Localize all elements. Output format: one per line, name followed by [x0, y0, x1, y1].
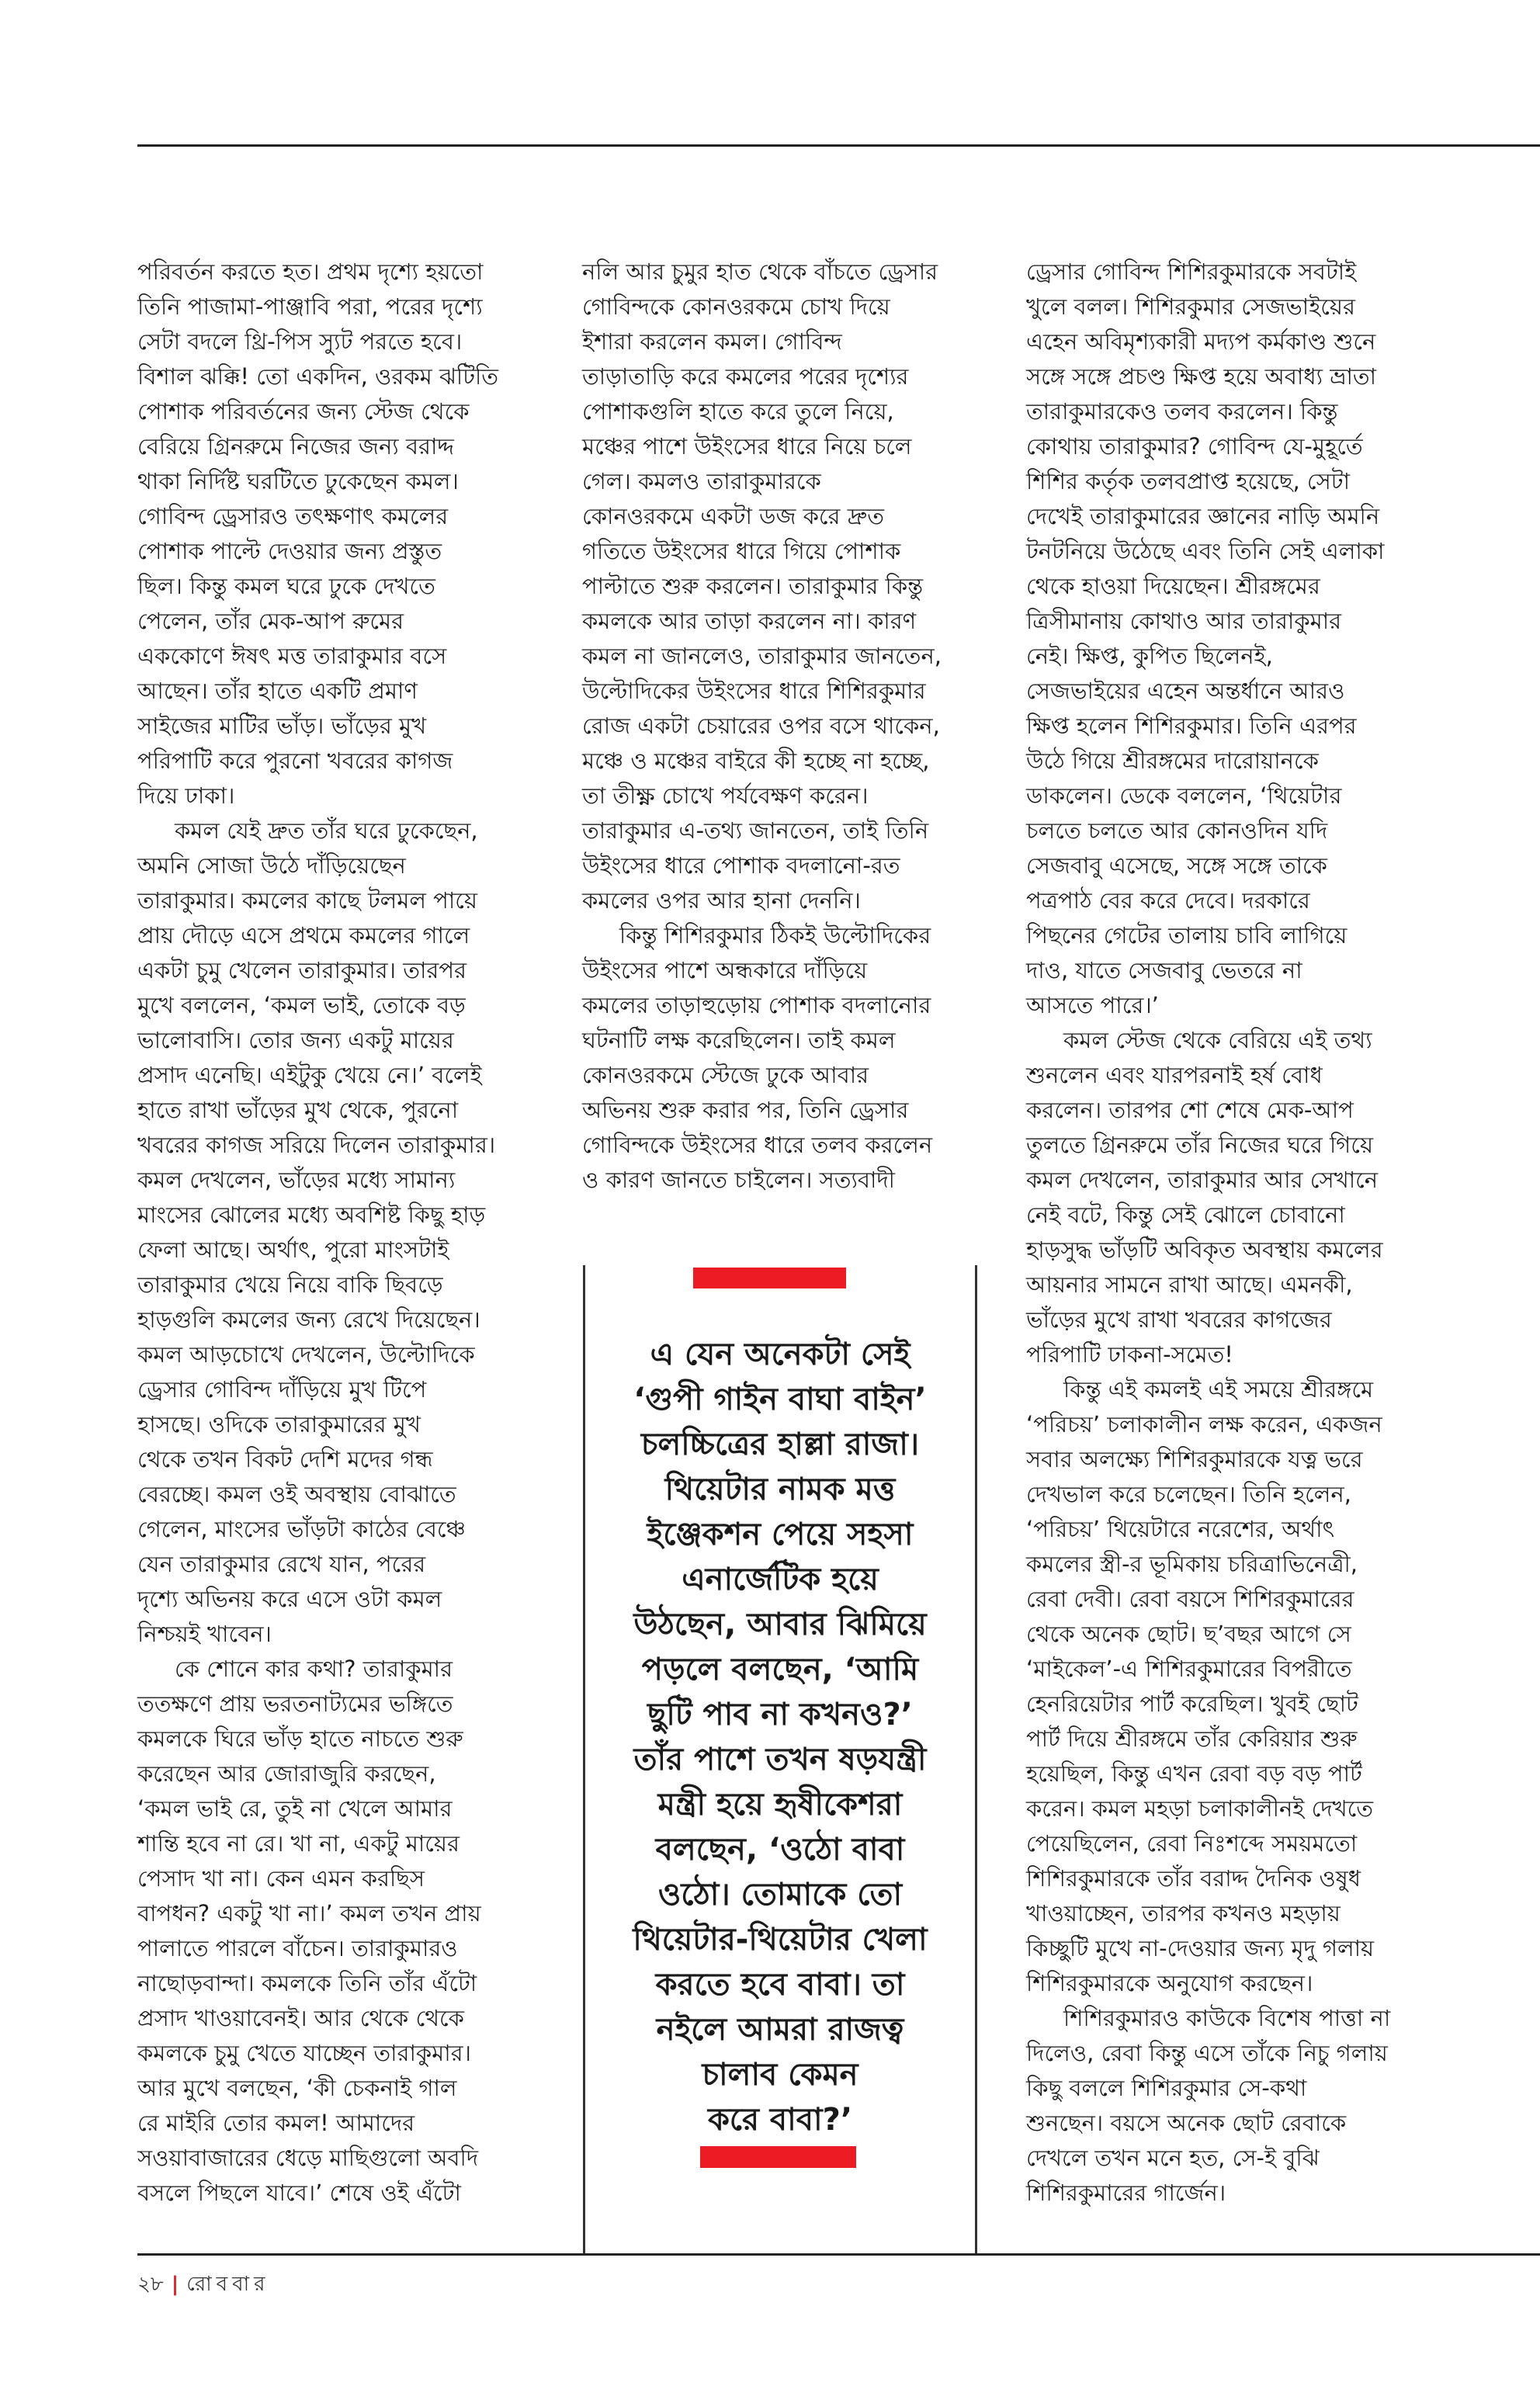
text-line: কমলকে ঘিরে ভাঁড় হাতে নাচতে শুরু	[137, 1725, 463, 1752]
text-line: দাও, যাতে সেজবাবু ভেতরে না	[1026, 957, 1302, 983]
text-line: পত্রপাঠ বের করে দেবে। দরকারে	[1026, 887, 1310, 914]
text-line: কমলের তাড়াহুড়োয় পোশাক বদলানোর	[582, 992, 931, 1018]
text-line: কে শোনে কার কথা? তারাকুমার	[175, 1656, 453, 1682]
text-line: পোশাক পাল্টে দেওয়ার জন্য প্রস্তুত	[137, 538, 442, 564]
text-line: অভিনয় শুরু করার পর, তিনি ড্রেসার	[582, 1097, 909, 1123]
pull-quote-line: পড়লে বলছেন, ‘আমি	[641, 1652, 919, 1687]
text-line: শুনলেন এবং যারপরনাই হর্ষ বোধ	[1026, 1062, 1323, 1088]
text-line: কিছু বললে শিশিরকুমার সে-কথা	[1026, 2075, 1307, 2101]
text-line: তারাকুমারকেও তলব করলেন। কিন্তু	[1026, 398, 1338, 425]
text-line: কমলকে চুমু খেতে যাচ্ছেন তারাকুমার।	[137, 2040, 471, 2066]
pull-quote-line: চলচ্চিত্রের হাল্লা রাজা।	[640, 1427, 920, 1462]
text-line: উল্টোদিকের উইংসের ধারে শিশিরকুমার	[582, 678, 926, 704]
text-line: বাপধন? একটু খা না।’ কমল তখন প্রায়	[137, 1900, 481, 1927]
text-line: মাংসের ঝোলের মধ্যে অবশিষ্ট কিছু হাড়	[137, 1202, 486, 1228]
text-line: সঙ্গে সঙ্গে প্রচণ্ড ক্ষিপ্ত হয়ে অবাধ্য ভ্রাতা	[1026, 363, 1377, 390]
text-line: ইশারা করলেন কমল। গোবিন্দ	[582, 328, 842, 355]
text-line: পরিবর্তন করতে হত। প্রথম দৃশ্যে হয়তো	[137, 258, 484, 285]
text-line: আর মুখে বলছেন, ‘কী চেকনাই গাল	[137, 2075, 457, 2101]
text-line: দিলেও, রেবা কিন্তু এসে তাঁকে নিচু গলায়	[1026, 2040, 1388, 2066]
text-line: কমল না জানলেও, তারাকুমার জানতেন,	[582, 643, 942, 669]
text-line: নেই বটে, কিন্তু সেই ঝোলে চোবানো	[1026, 1202, 1345, 1228]
text-line: উইংসের পাশে অন্ধকারে দাঁড়িয়ে	[582, 957, 868, 983]
text-line: খবরের কাগজ সরিয়ে দিলেন তারাকুমার।	[137, 1132, 496, 1158]
text-line: কিন্তু শিশিরকুমার ঠিকই উল্টোদিকের	[619, 922, 931, 949]
page-number: ২৮	[137, 2273, 164, 2296]
text-line: কিন্তু এই কমলই এই সময়ে শ্রীরঙ্গমে	[1063, 1376, 1374, 1403]
article-column-3	[1026, 255, 1422, 2211]
text-line: চলতে চলতে আর কোনওদিন যদি	[1026, 817, 1328, 844]
text-line: বসলে পিছলে যাবে।’ শেষে ওই এঁটো	[137, 2180, 461, 2206]
text-line: খাওয়াচ্ছেন, তারপর কখনও মহড়ায়	[1026, 1900, 1341, 1927]
text-line: শিশির কর্তৃক তলবপ্রাপ্ত হয়েছে, সেটা	[1026, 468, 1351, 494]
pull-quote-line: তাঁর পাশে তখন ষড়যন্ত্রী	[633, 1742, 927, 1777]
text-line: ‘পরিচয়’ থিয়েটারে নরেশের, অর্থাৎ	[1026, 1516, 1335, 1542]
text-line: শিশিরকুমারও কাউকে বিশেষ পাত্তা না	[1063, 2005, 1391, 2031]
text-line: টনটনিয়ে উঠেছে এবং তিনি সেই এলাকা	[1026, 538, 1385, 564]
pull-quote-line: উঠছেন, আবার ঝিমিয়ে	[633, 1607, 927, 1642]
text-line: কমলের স্ত্রী-র ভূমিকায় চরিত্রাভিনেত্রী,	[1026, 1551, 1358, 1577]
pull-quote-line: থিয়েটার-থিয়েটার খেলা	[633, 1922, 928, 1958]
text-line: পরিপাটি করে পুরনো খবরের কাগজ	[137, 747, 453, 774]
text-line: দিয়ে ঢাকা।	[137, 782, 235, 809]
text-line: ত্রিসীমানায় কোথাও আর তারাকুমার	[1026, 608, 1342, 634]
text-line: সাইজের মাটির ভাঁড়। ভাঁড়ের মুখ	[137, 713, 427, 739]
pull-quote-line: ‘গুপী গাইন বাঘা বাইন’	[633, 1382, 927, 1417]
text-line: ‘মাইকেল’-এ শিশিরকুমারের বিপরীতে	[1026, 1656, 1352, 1682]
text-line: নাছোড়বান্দা। কমলকে তিনি তাঁর এঁটো	[137, 1970, 477, 1996]
text-line: কমল আড়চোখে দেখলেন, উল্টোদিকে	[137, 1341, 475, 1368]
text-line: দেখেই তারাকুমারের জ্ঞানের নাড়ি অমনি	[1026, 503, 1380, 529]
text-line: ‘কমল ভাই রে, তুই না খেলে আমার	[137, 1795, 453, 1822]
text-line: রেবা দেবী। রেবা বয়সে শিশিরকুমারের	[1026, 1586, 1354, 1612]
text-line: আসতে পারে।’	[1026, 992, 1159, 1018]
text-line: গতিতে উইংসের ধারে গিয়ে পোশাক	[582, 538, 901, 564]
text-line: তাড়াতাড়ি করে কমলের পরের দৃশ্যের	[582, 363, 909, 390]
text-line: ‘পরিচয়’ চলাকালীন লক্ষ করেন, একজন	[1026, 1411, 1382, 1438]
text-line: প্রসাদ এনেছি। এইটুকু খেয়ে নে।’ বলেই	[137, 1062, 482, 1088]
text-line: ও কারণ জানতে চাইলেন। সত্যবাদী	[582, 1167, 895, 1193]
article-column-1	[137, 255, 529, 2211]
bottom-rule	[137, 2253, 1540, 2256]
text-line: নলি আর চুমুর হাত থেকে বাঁচতে ড্রেসার	[582, 258, 938, 285]
pull-quote-line: চালাব কেমন	[702, 2057, 858, 2093]
text-line: গোবিন্দকে কোনওরকমে চোখ দিয়ে	[582, 293, 890, 320]
pull-quote-line: নইলে আমরা রাজত্ব	[656, 2012, 904, 2048]
text-line: হাড়গুলি কমলের জন্য রেখে দিয়েছেন।	[137, 1306, 480, 1333]
text-line: পেলেন, তাঁর মেক-আপ রুমের	[137, 608, 404, 634]
text-line: আছেন। তাঁর হাতে একটি প্রমাণ	[137, 678, 418, 704]
pull-quote-line: মন্ত্রী হয়ে হৃষীকেশরা	[657, 1787, 903, 1822]
text-line: থেকে তখন বিকট দেশি মদের গন্ধ	[137, 1446, 433, 1472]
pull-quote-line: থিয়েটার নামক মত্ত	[664, 1472, 896, 1507]
page-footer	[137, 2268, 269, 2302]
text-line: অমনি সোজা উঠে দাঁড়িয়েছেন	[137, 852, 406, 879]
pull-quote-line: বলছেন, ‘ওঠো বাবা	[655, 1832, 905, 1868]
pull-quote-line: ছুটি পাব না কখনও?’	[647, 1697, 913, 1732]
text-line: গোবিন্দ ড্রেসারও তৎক্ষণাৎ কমলের	[137, 503, 449, 529]
text-line: কমলকে আর তাড়া করলেন না। কারণ	[582, 608, 917, 634]
pull-quote-top-bar	[693, 1268, 846, 1288]
column-divider-right	[975, 1265, 977, 2254]
text-line: শিশিরকুমারকে তাঁর বরাদ্দ দৈনিক ওষুধ	[1026, 1865, 1361, 1892]
text-line: থেকে হাওয়া দিয়েছেন। শ্রীরঙ্গমের	[1026, 573, 1320, 599]
text-line: সবার অলক্ষ্যে শিশিরকুমারকে যত্ন ভরে	[1026, 1446, 1363, 1472]
text-line: দৃশ্যে অভিনয় করে এসে ওটা কমল	[137, 1586, 442, 1612]
text-line: নিশ্চয়ই খাবেন।	[137, 1621, 272, 1647]
text-line: রে মাইরি তোর কমল! আমাদের	[137, 2110, 415, 2136]
text-line: ডাকলেন। ডেকে বললেন, ‘থিয়েটার	[1026, 782, 1342, 809]
text-line: উইংসের ধারে পোশাক বদলানো-রত	[582, 852, 900, 879]
text-line: মঞ্চের পাশে উইংসের ধারে নিয়ে চলে	[582, 433, 912, 460]
text-line: সওয়াবাজারের ধেড়ে মাছিগুলো অবদি	[137, 2145, 479, 2171]
text-line: ফেলা আছে। অর্থাৎ, পুরো মাংসটাই	[137, 1236, 449, 1263]
text-line: কমল দেখলেন, ভাঁড়ের মধ্যে সামান্য	[137, 1167, 456, 1193]
text-line: কমল দেখলেন, তারাকুমার আর সেখানে	[1026, 1167, 1379, 1193]
text-line: দেখভাল করে চলেছেন। তিনি হলেন,	[1026, 1481, 1351, 1507]
text-line: হয়েছিল, কিন্তু এখন রেবা বড় বড় পার্ট	[1026, 1760, 1362, 1787]
text-line: মুখে বললেন, ‘কমল ভাই, তোকে বড়	[137, 992, 466, 1018]
text-line: ক্ষিপ্ত হলেন শিশিরকুমার। তিনি এরপর	[1026, 713, 1357, 739]
text-line: একটা চুমু খেলেন তারাকুমার। তারপর	[137, 957, 467, 983]
text-line: শিশিরকুমারের গার্জেন।	[1026, 2180, 1226, 2206]
text-line: পার্ট দিয়ে শ্রীরঙ্গমে তাঁর কেরিয়ার শুরু	[1026, 1725, 1358, 1752]
text-line: উঠে গিয়ে শ্রীরঙ্গমের দারোয়ানকে	[1026, 747, 1319, 774]
text-line: খুলে বলল। শিশিরকুমার সেজভাইয়ের	[1026, 293, 1355, 320]
text-line: ড্রেসার গোবিন্দ দাঁড়িয়ে মুখ টিপে	[137, 1376, 427, 1403]
pull-quote-line: এ যেন অনেকটা সেই	[650, 1337, 910, 1372]
text-line: গোবিন্দকে উইংসের ধারে তলব করলেন	[582, 1132, 933, 1158]
text-line: পিছনের গেটের তালায় চাবি লাগিয়ে	[1026, 922, 1348, 949]
text-line: প্রায় দৌড়ে এসে প্রথমে কমলের গালে	[137, 922, 470, 949]
text-line: তারাকুমার খেয়ে নিয়ে বাকি ছিবড়ে	[137, 1271, 443, 1298]
text-line: কোনওরকমে স্টেজে ঢুকে আবার	[582, 1062, 869, 1088]
text-line: বেরচ্ছে। কমল ওই অবস্থায় বোঝাতে	[137, 1481, 456, 1507]
text-line: ভালোবাসি। তোর জন্য একটু মায়ের	[137, 1027, 454, 1053]
pull-quote-line: ওঠো। তোমাকে তো	[657, 1877, 903, 1913]
text-line: পেয়েছিলেন, রেবা নিঃশব্দে সময়মতো	[1026, 1830, 1358, 1857]
text-line: শিশিরকুমারকে অনুযোগ করছেন।	[1026, 1970, 1313, 1996]
column-divider-left	[583, 1265, 585, 2254]
text-line: থেকে অনেক ছোট। ছ’বছর আগে সে	[1026, 1621, 1351, 1647]
text-line: এহেন অবিমৃশ্যকারী মদ্যপ কর্মকাণ্ড শুনে	[1026, 328, 1376, 355]
magazine-name: রোববার	[186, 2273, 270, 2296]
text-line: নেই। ক্ষিপ্ত, কুপিত ছিলেনই,	[1026, 643, 1273, 669]
text-line: করেছেন আর জোরাজুরি করছেন,	[137, 1760, 436, 1787]
text-line: গেলেন, মাংসের ভাঁড়টা কাঠের বেঞ্চে	[137, 1516, 466, 1542]
text-line: প্রসাদ খাওয়াবেনই। আর থেকে থেকে	[137, 2005, 464, 2031]
text-line: থাকা নির্দিষ্ট ঘরটিতে ঢুকেছেন কমল।	[137, 468, 459, 494]
text-line: সেজভাইয়ের এহেন অন্তর্ধানে আরও	[1026, 678, 1345, 704]
text-line: হাসছে। ওদিকে তারাকুমারের মুখ	[137, 1411, 421, 1438]
text-line: শুনছেন। বয়সে অনেক ছোট রেবাকে	[1026, 2110, 1347, 2136]
text-line: করলেন। তারপর শো শেষে মেক-আপ	[1026, 1097, 1354, 1123]
text-line: করেন। কমল মহড়া চলাকালীনই দেখতে	[1026, 1795, 1374, 1822]
text-line: তা তীক্ষ্ণ চোখে পর্যবেক্ষণ করেন।	[582, 782, 869, 809]
text-line: রোজ একটা চেয়ারের ওপর বসে থাকেন,	[582, 713, 940, 739]
text-line: তারাকুমার এ-তথ্য জানতেন, তাই তিনি	[582, 817, 929, 844]
text-line: হেনরিয়েটার পার্ট করেছিল। খুবই ছোট	[1026, 1691, 1358, 1717]
text-line: পোশাক পরিবর্তনের জন্য স্টেজ থেকে	[137, 398, 470, 425]
text-line: ভাঁড়ের মুখে রাখা খবরের কাগজের	[1026, 1306, 1332, 1333]
text-line: শান্তি হবে না রে। খা না, একটু মায়ের	[137, 1830, 460, 1857]
text-line: গেল। কমলও তারাকুমারকে	[582, 468, 821, 494]
text-line: কোনওরকমে একটা ডজ করে দ্রুত	[582, 503, 884, 529]
text-line: তিনি পাজামা-পাঞ্জাবি পরা, পরের দৃশ্যে	[137, 293, 483, 320]
pull-quote-line: করে বাবা?’	[707, 2102, 853, 2138]
text-line: হাড়সুদ্ধ ভাঁড়টি অবিকৃত অবস্থায় কমলের	[1026, 1236, 1383, 1263]
text-line: কিচ্ছুটি মুখে না-দেওয়ার জন্য মৃদু গলায়	[1026, 1935, 1375, 1961]
pull-quote	[586, 1332, 974, 2142]
text-line: যেন তারাকুমার রেখে যান, পরের	[137, 1551, 426, 1577]
text-line: এককোণে ঈষৎ মত্ত তারাকুমার বসে	[137, 643, 447, 669]
text-line: পেসাদ খা না। কেন এমন করছিস	[137, 1865, 425, 1892]
text-line: মঞ্চে ও মঞ্চের বাইরে কী হচ্ছে না হচ্ছে,	[582, 747, 930, 774]
text-line: দেখলে তখন মনে হত, সে-ই বুঝি	[1026, 2145, 1320, 2171]
text-line: ঘটনাটি লক্ষ করেছিলেন। তাই কমল	[582, 1027, 896, 1053]
text-line: কমল যেই দ্রুত তাঁর ঘরে ঢুকেছেন,	[175, 817, 478, 844]
pull-quote-bottom-bar	[700, 2146, 856, 2168]
text-line: বিশাল ঝক্কি! তো একদিন, ওরকম ঝটিতি	[137, 363, 499, 390]
text-line: তারাকুমার। কমলের কাছে টলমল পায়ে	[137, 887, 478, 914]
text-line: বেরিয়ে গ্রিনরুমে নিজের জন্য বরাদ্দ	[137, 433, 454, 460]
text-line: কোথায় তারাকুমার? গোবিন্দ যে-মুহূর্তে	[1026, 433, 1363, 460]
pull-quote-line: এনার্জেটিক হয়ে	[682, 1562, 879, 1597]
pull-quote-line: ইঞ্জেকশন পেয়ে সহসা	[647, 1517, 914, 1552]
article-column-2	[582, 255, 974, 1198]
text-line: কমলের ওপর আর হানা দেননি।	[582, 887, 861, 914]
text-line: সেটা বদলে থ্রি-পিস স্যুট পরতে হবে।	[137, 328, 463, 355]
top-rule	[137, 144, 1540, 147]
text-line: ছিল। কিন্তু কমল ঘরে ঢুকে দেখতে	[137, 573, 435, 599]
text-line: সেজবাবু এসেছে, সঙ্গে সঙ্গে তাকে	[1026, 852, 1327, 879]
footer-separator: |	[171, 2273, 179, 2296]
text-line: আয়নার সামনে রাখা আছে। এমনকী,	[1026, 1271, 1353, 1298]
text-line: ড্রেসার গোবিন্দ শিশিরকুমারকে সবটাই	[1026, 258, 1357, 285]
text-line: হাতে রাখা ভাঁড়ের মুখ থেকে, পুরনো	[137, 1097, 459, 1123]
text-line: পোশাকগুলি হাতে করে তুলে নিয়ে,	[582, 398, 894, 425]
text-line: পরিপাটি ঢাকনা-সমেত!	[1026, 1341, 1233, 1368]
text-line: ততক্ষণে প্রায় ভরতনাট্যমের ভঙ্গিতে	[137, 1691, 453, 1717]
text-line: পালাতে পারলে বাঁচেন। তারাকুমারও	[137, 1935, 458, 1961]
text-line: কমল স্টেজ থেকে বেরিয়ে এই তথ্য	[1063, 1027, 1372, 1053]
text-line: পাল্টাতে শুরু করলেন। তারাকুমার কিন্তু	[582, 573, 924, 599]
text-line: তুলতে গ্রিনরুমে তাঁর নিজের ঘরে গিয়ে	[1026, 1132, 1374, 1158]
pull-quote-line: করতে হবে বাবা। তা	[655, 1967, 905, 2003]
